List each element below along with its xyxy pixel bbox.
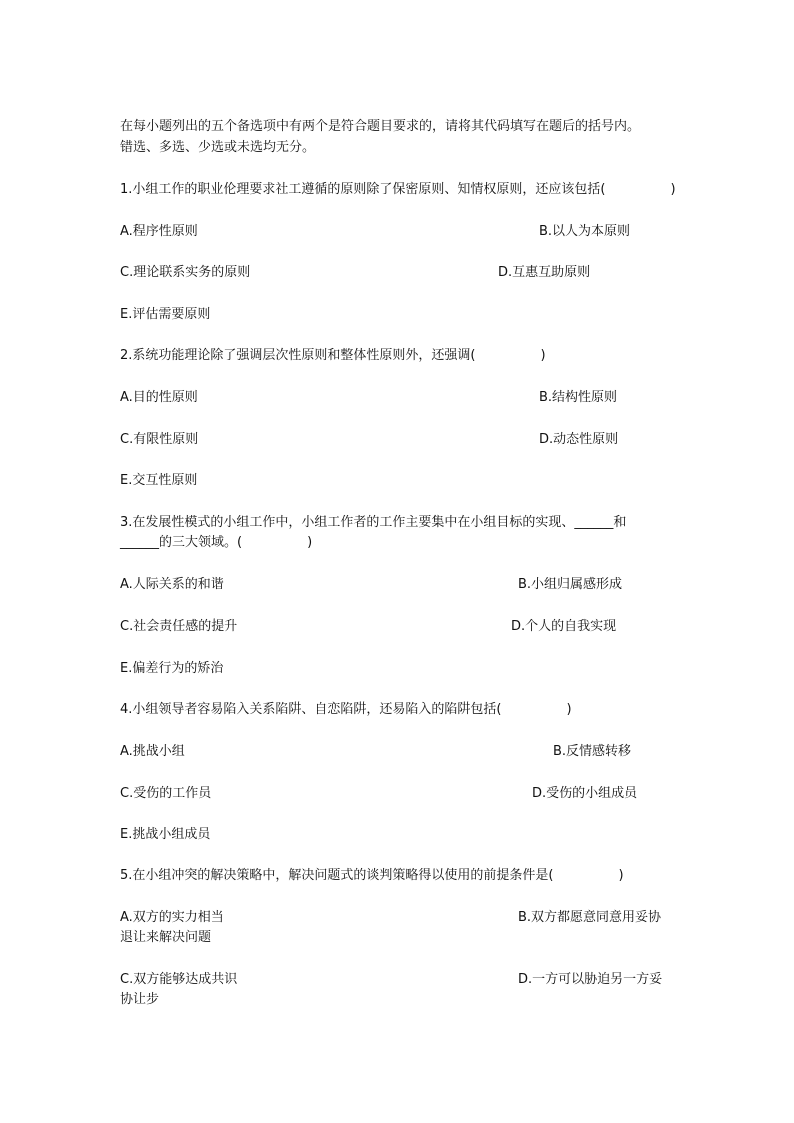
question-2-option-c: C.有限性原则 (120, 432, 199, 447)
question-3-option-c: C.社会责任感的提升 (120, 619, 238, 634)
question-4-option-c: C.受伤的工作员 (120, 786, 212, 801)
question-5-stem: 5.在小组冲突的解决策略中，解决问题式的谈判策略得以使用的前提条件是( ) (120, 868, 624, 883)
question-5-option-a: A.双方的实力相当 (120, 910, 224, 925)
question-3-option-a: A.人际关系的和谐 (120, 577, 224, 592)
question-4-option-b: B.反情感转移 (553, 744, 632, 759)
question-3-stem-line-2: ______的三大领域。( ) (120, 535, 313, 550)
question-1-option-a: A.程序性原则 (120, 224, 198, 239)
question-1-option-b: B.以人为本原则 (539, 224, 631, 239)
question-4-option-e: E.挑战小组成员 (120, 827, 211, 842)
question-2-option-b: B.结构性原则 (539, 390, 618, 405)
instructions-line-2: 错选、多选、少选或未选均无分。 (120, 140, 316, 155)
question-4-option-d: D.受伤的小组成员 (532, 786, 638, 801)
question-1-stem: 1.小组工作的职业伦理要求社工遵循的原则除了保密原则、知情权原则，还应该包括( ) (120, 182, 676, 197)
question-5-option-d-line-1: D.一方可以胁迫另一方妥 (518, 972, 663, 987)
question-4-option-a: A.挑战小组 (120, 744, 185, 759)
question-5-option-c: C.双方能够达成共识 (120, 972, 238, 987)
question-4-stem: 4.小组领导者容易陷入关系陷阱、自恋陷阱，还易陷入的陷阱包括( ) (120, 702, 572, 717)
question-2-option-a: A.目的性原则 (120, 390, 198, 405)
question-1-option-d: D.互惠互助原则 (498, 265, 591, 280)
question-3-stem-line-1: 3.在发展性模式的小组工作中，小组工作者的工作主要集中在小组目标的实现、______和 (120, 515, 627, 530)
question-2-option-d: D.动态性原则 (539, 432, 619, 447)
question-1-option-c: C.理论联系实务的原则 (120, 265, 251, 280)
question-3-option-e: E.偏差行为的矫治 (120, 661, 224, 676)
instructions-line-1: 在每小题列出的五个备选项中有两个是符合题目要求的，请将其代码填写在题后的括号内。 (120, 119, 641, 134)
question-5-option-d-line-2: 协让步 (120, 992, 160, 1007)
question-5-option-b-line-2: 退让来解决问题 (120, 930, 212, 945)
question-3-option-d: D.个人的自我实现 (511, 619, 617, 634)
question-3-option-b: B.小组归属感形成 (518, 577, 623, 592)
question-2-option-e: E.交互性原则 (120, 473, 198, 488)
question-5-option-b-line-1: B.双方都愿意同意用妥协 (518, 910, 662, 925)
question-2-stem: 2.系统功能理论除了强调层次性原则和整体性原则外，还强调( ) (120, 348, 546, 363)
question-1-option-e: E.评估需要原则 (120, 307, 211, 322)
